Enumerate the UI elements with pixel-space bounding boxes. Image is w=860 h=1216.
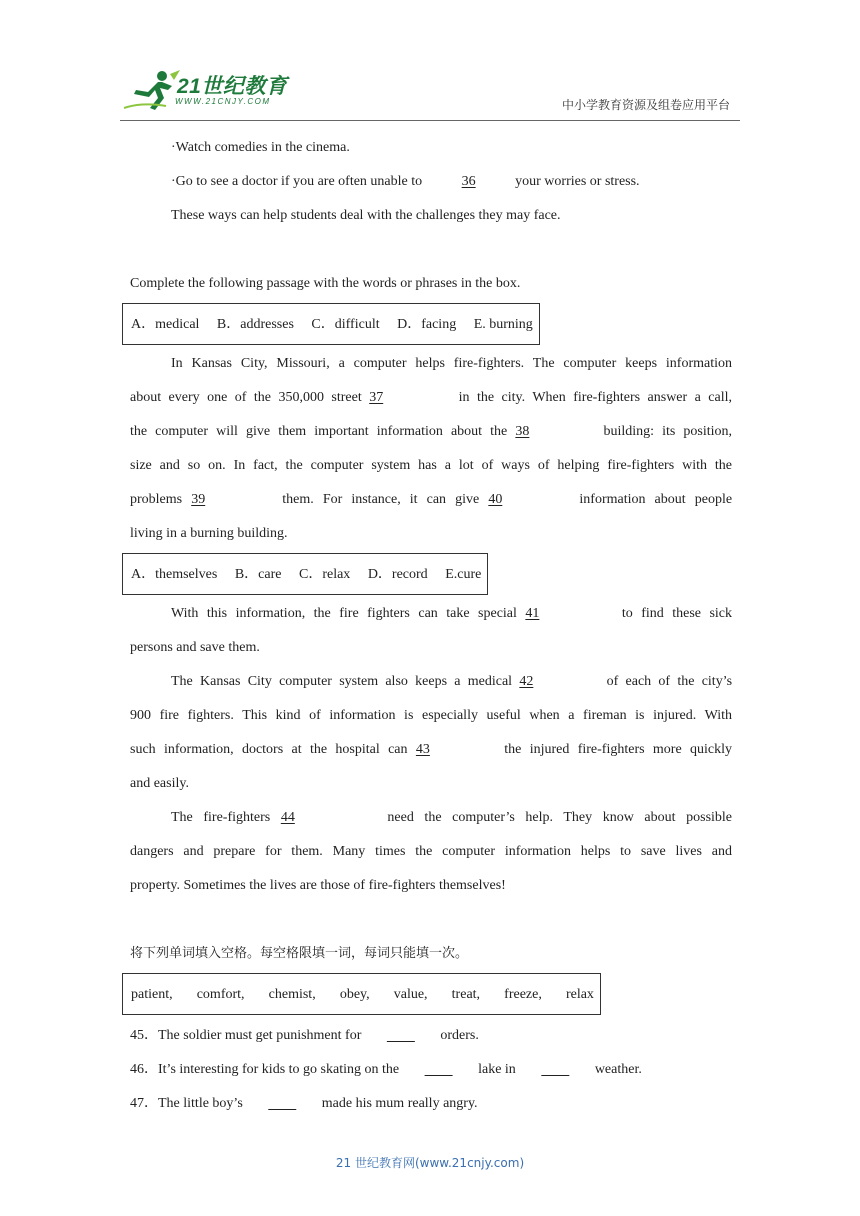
page-header [0,0,860,125]
text-line: The fire-fighters 44 need the computer’s help. They know about possible [130,801,732,835]
text-line: living in a burning building. [130,526,288,541]
box-option: A．themselves [131,567,218,582]
logo [122,68,297,114]
text-line: persons and save them. [130,640,260,655]
answer-blank[interactable] [524,1053,586,1087]
section3-instruction: 将下列单词填入空格。每空格限填一词，每词只能填一次。 [130,946,469,961]
page-footer[interactable]: 21 世纪教育网(www.21cnjy.com) [335,1156,525,1170]
box-option: E. burning [473,317,533,332]
box-word: comfort, [196,987,245,1002]
logo-title: 21世纪教育 [177,75,288,98]
answer-blank[interactable] [370,1019,432,1053]
question-45: 45．The soldier must get punishment for orders. [130,1019,732,1053]
box-option: C．relax [298,567,351,582]
text-line: ·Go to see a doctor if you are often unable to 36 your worries or stress. [130,165,732,199]
text-line: size and so on. In fact, the computer system has a lot of ways of helping fire-fighters with the [130,458,732,473]
question-47: 47．The little boy’s made his mum really angry. [130,1087,732,1121]
text-line: dangers and prepare for them. Many times the computer information helps to save lives and [130,844,732,859]
box-word: freeze, [504,987,542,1002]
answer-blank[interactable] [408,1053,470,1087]
box-word: value, [393,987,428,1002]
text-line: The Kansas City computer system also keeps a medical 42 of each of the city’s [130,665,732,699]
text-line: and easily. [130,776,189,791]
document-body [130,131,732,1121]
text-line: property. Sometimes the lives are those of fire-fighters themselves! [130,878,506,893]
box-word: obey, [339,987,370,1002]
box-option: D．record [367,567,428,582]
text-line: These ways can help students deal with the challenges they may face. [171,208,561,223]
blank-42: 42 [519,674,534,689]
box-option: C．difficult [311,317,380,332]
box-option: B．care [234,567,282,582]
text-line: ·Watch comedies in the cinema. [171,140,350,155]
blank-43: 43 [415,742,430,757]
text-line: problems 39 them. For instance, it can give 40 information about people [130,483,732,517]
box-option: D．facing [397,317,457,332]
text-line: In Kansas City, Missouri, a computer helps fire-fighters. The computer keeps information [171,356,732,371]
text-line: the computer will give them important information about the 38 building: its position, [130,415,732,449]
box-option: E.cure [445,567,482,582]
blank-37: 37 [369,390,384,405]
word-box-3 [122,973,601,1015]
platform-name: 中小学教育资源及组卷应用平台 [561,98,730,112]
text-line: about every one of the 350,000 street 37 in the city. When fire-fighters answer a call, [130,381,732,415]
box-word: chemist, [268,987,316,1002]
answer-blank[interactable] [251,1087,313,1121]
box-option: B．addresses [216,317,294,332]
logo-subtitle: WWW.21CNJY.COM [175,97,271,106]
text-line: With this information, the fire fighters can take special 41 to find these sick [130,597,732,631]
box-word: relax [565,987,594,1002]
word-box-2 [122,553,488,595]
blank-36: 36 [461,174,476,189]
question-46: 46．It’s interesting for kids to go skating on the lake in weather. [130,1053,732,1087]
text-line: 900 fire fighters. This kind of information is especially useful when a fireman is injured. With [130,708,732,723]
box-option: A．medical [131,317,200,332]
blank-41: 41 [525,606,540,621]
box-word: patient, [131,987,173,1002]
header-divider [120,120,740,121]
box-word: treat, [451,987,481,1002]
runner-logo-icon [122,68,182,112]
blank-39: 39 [191,492,206,507]
text-line: such information, doctors at the hospital can 43 the injured fire-fighters more quickly [130,733,732,767]
section1-instruction: Complete the following passage with the words or phrases in the box. [130,276,521,291]
blank-40: 40 [488,492,503,507]
word-box-1 [122,303,540,345]
blank-44: 44 [280,810,295,825]
blank-38: 38 [515,424,530,439]
